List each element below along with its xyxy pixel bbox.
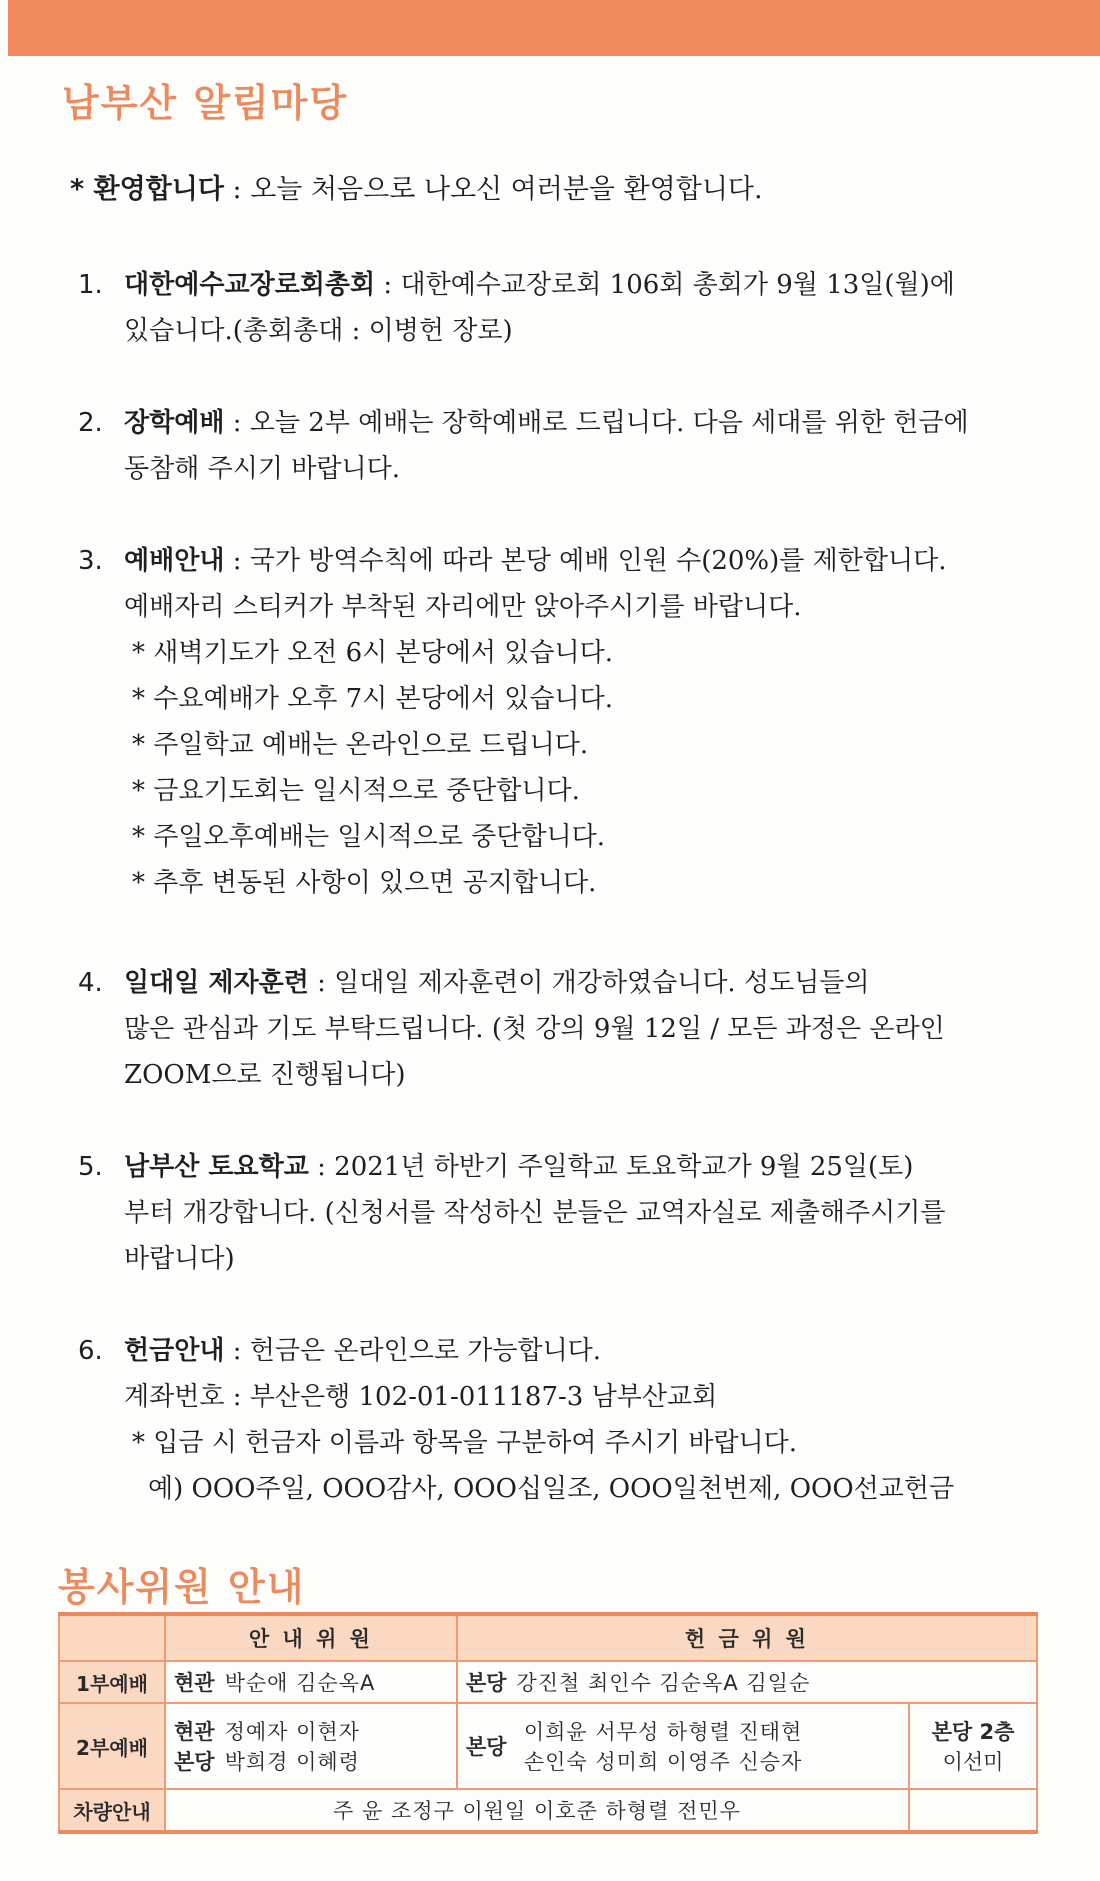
item-number: 1. [78,270,103,300]
location-label: 현관 [174,1671,215,1695]
item-line: : 국가 방역수칙에 따라 본당 예배 인원 수(20%)를 제한합니다. [224,546,947,576]
table-header-row [59,1614,1037,1661]
service1-label: 1부예배 [59,1661,165,1703]
item-line: : 오늘 2부 예배는 장학예배로 드립니다. 다음 세대를 위한 헌금에 [224,408,969,438]
service2-offering [516,1703,909,1789]
service1-offering [457,1661,1037,1703]
table-row [59,1789,1037,1832]
account-number: 계좌번호 : 부산은행 102-01-011187-3 남부산교회 [124,1382,718,1412]
sub-note: * 주일오후예배는 일시적으로 중단합니다. [132,822,606,852]
item-number: 2. [78,408,103,438]
service2-guide [165,1703,457,1789]
sub-note: * 새벽기도가 오전 6시 본당에서 있습니다. [132,638,613,668]
notice-item-3 [78,538,1053,906]
item-line: : 2021년 하반기 주일학교 토요학교가 9월 25일(토) [308,1152,914,1182]
notice-item-4 [78,960,1053,1098]
location-label: 현관 [174,1720,215,1744]
item-number: 4. [78,968,103,998]
service2-offering-label: 본당 [457,1703,516,1789]
item-number: 6. [78,1336,103,1366]
item-line: : 일대일 제자훈련이 개강하였습니다. 성도님들의 [308,968,870,998]
item-line: 많은 관심과 기도 부탁드립니다. (첫 강의 9월 12일 / 모든 과정은 온라인 [124,1014,945,1044]
vehicle-names: 주 윤 조정구 이원일 이호준 하형렬 전민우 [165,1789,909,1832]
names: 이희윤 서무성 하형렬 진태현 [523,1720,803,1744]
vehicle-empty-cell [909,1789,1037,1832]
item-label: 헌금안내 [124,1336,225,1366]
offering-header: 헌 금 위 원 [457,1614,1037,1661]
item-line: 예배자리 스티커가 부착된 자리에만 앉아주시기를 바랍니다. [124,592,802,622]
service2-floor2 [909,1703,1037,1789]
service1-guide [165,1661,457,1703]
item-line: ZOOM으로 진행됩니다) [124,1060,406,1090]
table-row [59,1703,1037,1789]
table-corner [59,1614,165,1661]
names: 강진철 최인수 김순옥A 김일순 [516,1671,811,1695]
notice-item-6 [78,1328,1053,1512]
top-accent-bar [8,0,1100,56]
names: 박희경 이혜령 [224,1750,360,1774]
item-label: 예배안내 [124,546,225,576]
item-number: 3. [78,546,103,576]
item-line: 부터 개강합니다. (신청서를 작성하신 분들은 교역자실로 제출해주시기를 [124,1198,946,1228]
item-label: 일대일 제자훈련 [124,968,309,998]
location-label: 본당 [465,1671,507,1695]
names: 정예자 이현자 [224,1720,360,1744]
item-label: 남부산 토요학교 [124,1152,309,1182]
item-label: 장학예배 [124,408,225,438]
table-row [59,1661,1037,1703]
notice-title: 남부산 알림마당 [62,81,349,125]
sub-note: * 수요예배가 오후 7시 본당에서 있습니다. [132,684,613,714]
item-line: : 대한예수교장로회 106회 총회가 9월 13일(월)에 [375,270,955,300]
item-line: : 헌금은 온라인으로 가능합니다. [224,1336,602,1366]
sub-note: * 추후 변동된 사항이 있으면 공지합니다. [132,868,597,898]
floor2-name: 이선미 [942,1750,1004,1774]
volunteer-table [58,1612,1038,1834]
names: 손인숙 성미희 이영주 신승자 [523,1750,803,1774]
sub-note: * 주일학교 예배는 온라인으로 드립니다. [132,730,589,760]
welcome-text: : 오늘 처음으로 나오신 여러분을 환영합니다. [223,174,763,205]
welcome-label: * 환영합니다 [70,174,224,205]
sub-note: * 금요기도회는 일시적으로 중단합니다. [132,776,580,806]
notice-item-2 [78,400,1053,492]
notice-item-1 [78,262,1053,354]
service2-label: 2부예배 [59,1703,165,1789]
sub-note: * 입금 시 헌금자 이름과 항목을 구분하여 주시기 바랍니다. [132,1428,798,1458]
offering-example: 예) OOO주일, OOO감사, OOO십일조, OOO일천번제, OOO선교헌금 [148,1474,955,1504]
item-line: 동참해 주시기 바랍니다. [124,454,400,484]
names: 박순애 김순옥A [224,1671,376,1695]
item-line: 있습니다.(총회총대 : 이병헌 장로) [124,316,513,346]
floor2-label: 본당 2층 [931,1720,1015,1744]
guide-header: 안 내 위 원 [165,1614,457,1661]
item-line: 바랍니다) [124,1244,235,1274]
welcome-message [70,170,763,210]
volunteer-title: 봉사위원 안내 [58,1565,306,1609]
location-label: 본당 [174,1750,215,1774]
vehicle-label: 차량안내 [59,1789,165,1832]
item-number: 5. [78,1152,103,1182]
item-label: 대한예수교장로회총회 [124,270,376,300]
notice-item-5 [78,1144,1053,1282]
